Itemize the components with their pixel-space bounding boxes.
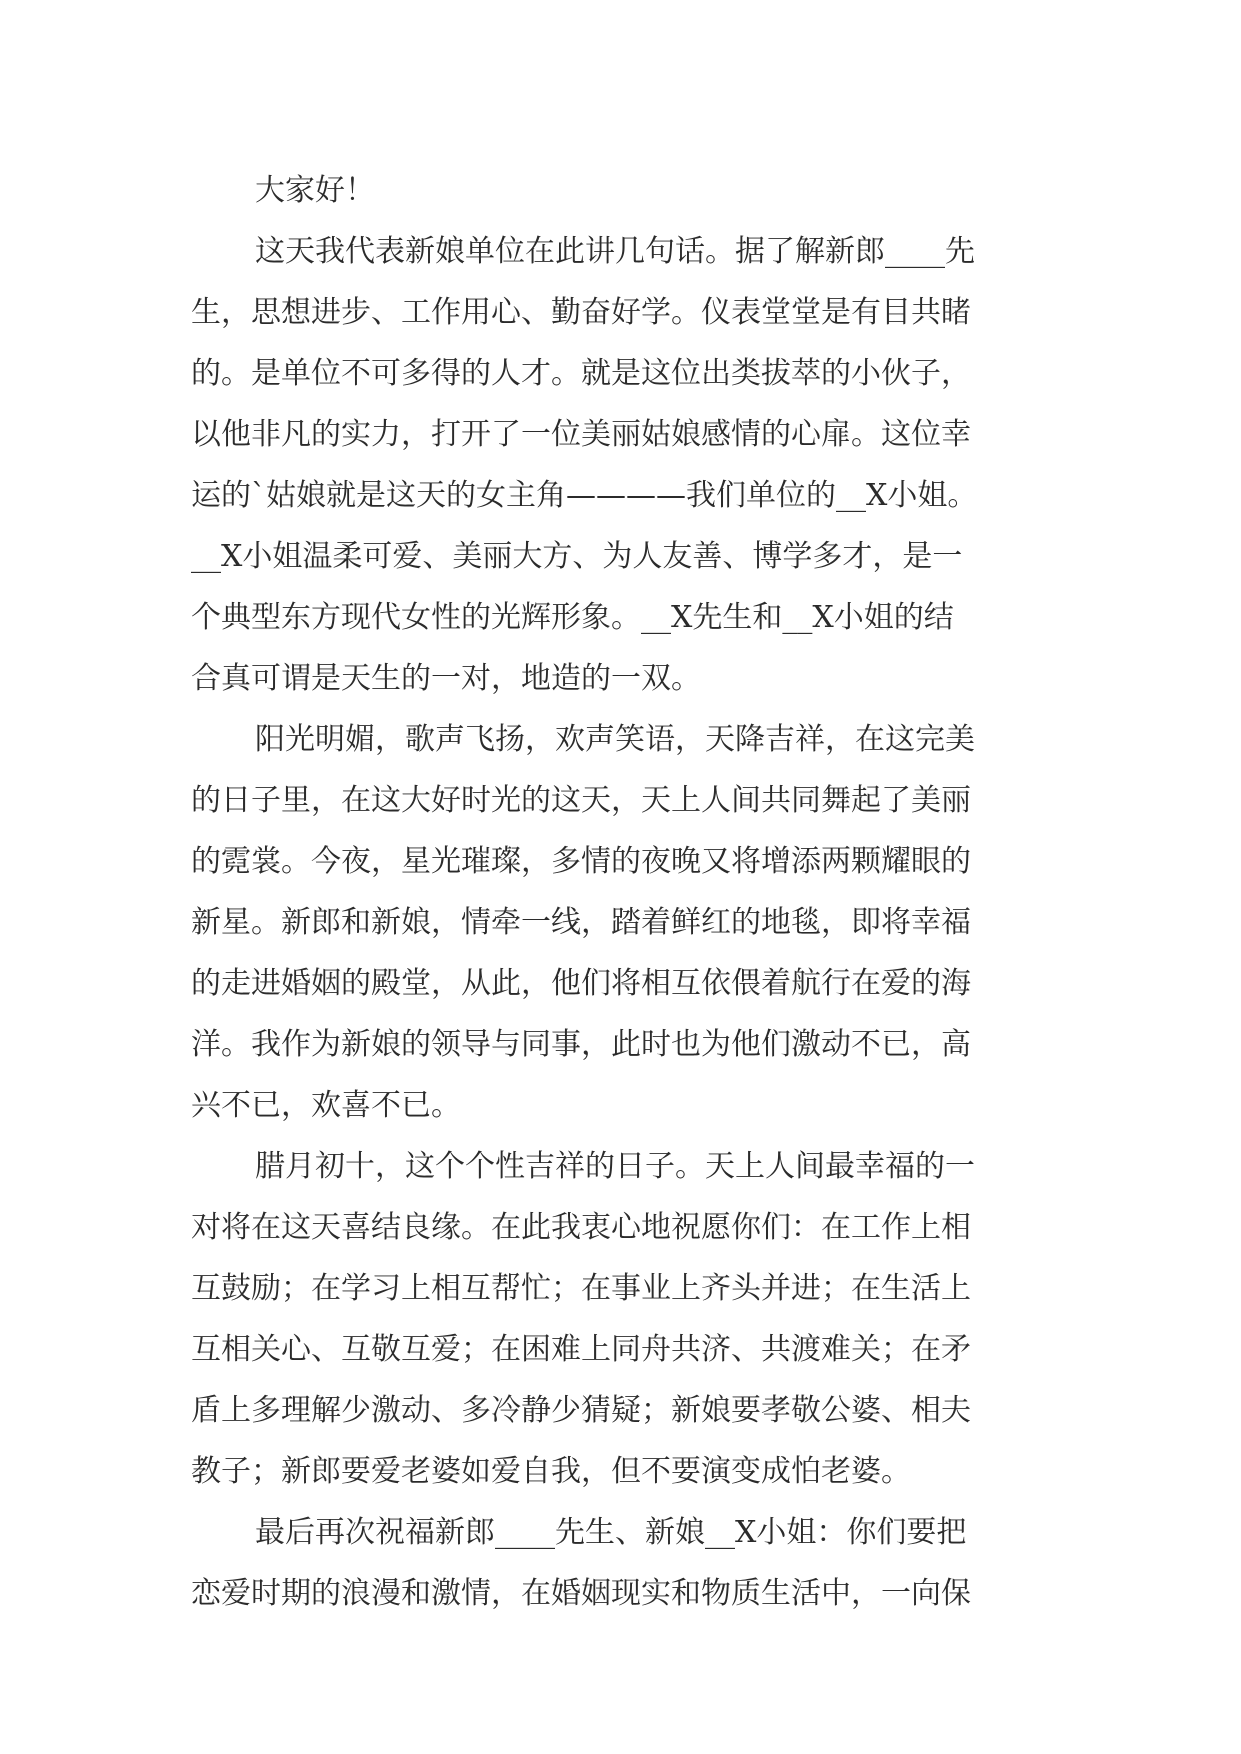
paragraph-introduction	[191, 221, 1051, 709]
text-line: 腊月初十，这个个性吉祥的日子。天上人间最幸福的一	[255, 1149, 975, 1184]
text-line: 互相关心、互敬互爱；在困难上同舟共济、共渡难关；在矛	[191, 1332, 971, 1367]
text-line: 新星。新郎和新娘，情牵一线，踏着鲜红的地毯，即将幸福	[191, 905, 971, 940]
text-line: 运的`姑娘就是这天的女主角————我们单位的__X小姐。	[191, 478, 978, 513]
text-line: 洋。我作为新娘的领导与同事，此时也为他们激动不已，高	[191, 1027, 971, 1062]
text-line: 对将在这天喜结良缘。在此我衷心地祝愿你们：在工作上相	[191, 1210, 971, 1245]
text-line: 生，思想进步、工作用心、勤奋好学。仪表堂堂是有目共睹	[191, 295, 971, 330]
text-line: 个典型东方现代女性的光辉形象。__X先生和__X小姐的结	[191, 600, 954, 635]
text-line: 盾上多理解少激动、多冷静少猜疑；新娘要孝敬公婆、相夫	[191, 1393, 971, 1428]
text-line: 这天我代表新娘单位在此讲几句话。据了解新郎____先	[255, 234, 975, 269]
text-line: 互鼓励；在学习上相互帮忙；在事业上齐头并进；在生活上	[191, 1271, 971, 1306]
text-line: 最后再次祝福新郎____先生、新娘__X小姐：你们要把	[255, 1515, 967, 1550]
text-line: 兴不已，欢喜不已。	[191, 1088, 461, 1123]
text-line: 合真可谓是天生的一对，地造的一双。	[191, 661, 701, 696]
paragraph-closing	[191, 1502, 1051, 1624]
text-line: 教子；新郎要爱老婆如爱自我，但不要演变成怕老婆。	[191, 1454, 911, 1489]
text-line: 阳光明媚，歌声飞扬，欢声笑语，天降吉祥，在这完美	[255, 722, 975, 757]
text-line: 的霓裳。今夜，星光璀璨，多情的夜晚又将增添两颗耀眼的	[191, 844, 971, 879]
text-line: 的。是单位不可多得的人才。就是这位出类拔萃的小伙子，	[191, 356, 971, 391]
text-line: __X小姐温柔可爱、美丽大方、为人友善、博学多才，是一	[191, 539, 963, 574]
document-body	[191, 160, 1051, 1624]
text-line: 的日子里，在这大好时光的这天，天上人间共同舞起了美丽	[191, 783, 971, 818]
text-line: 大家好！	[255, 173, 375, 208]
text-line: 的走进婚姻的殿堂，从此，他们将相互依偎着航行在爱的海	[191, 966, 971, 1001]
paragraph-wishes	[191, 1136, 1051, 1502]
text-line: 以他非凡的实力，打开了一位美丽姑娘感情的心扉。这位幸	[191, 417, 971, 452]
paragraph-celebration	[191, 709, 1051, 1136]
text-line: 恋爱时期的浪漫和激情，在婚姻现实和物质生活中，一向保	[191, 1576, 971, 1611]
paragraph-greeting	[191, 160, 1051, 221]
